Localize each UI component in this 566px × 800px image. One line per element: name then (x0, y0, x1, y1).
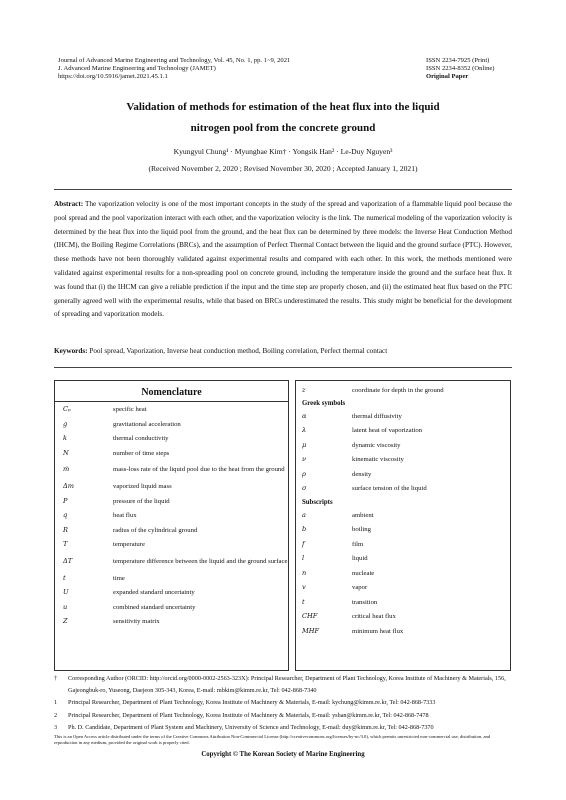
author-list: Kyungyul Chung¹ · Myungbae Kim† · Yongsik Han² · Le-Duy Nguyen³ (173, 147, 393, 156)
list-item (55, 482, 288, 492)
footnote-text: Corresponding Author (ORCID: http://orcid.org/0000-0002-2563-323X): Principal Researcher, Department of Plant Technology, Korea Institute of Machinery & Materials, 156, Gajeongbuk-ro, Yuseong, Daejeon 305-343, Korea, E-mail: mbkim@kimm.re.kr, Tel: 042-868-7340 (68, 675, 506, 695)
copyright-notice: Copyright © The Korean Society of Marine Engineering (201, 751, 365, 758)
subscripts-heading: Subscripts (302, 498, 333, 506)
definition: latent heat of vaporization (352, 427, 423, 434)
journal-citation: Journal of Advanced Marine Engineering and Technology, Vol. 45, No. 1, pp. 1~9, 2021 (58, 57, 291, 64)
symbol: ΔT (63, 556, 73, 565)
list-item (55, 555, 288, 569)
symbol: f (302, 539, 305, 548)
list-item (55, 617, 288, 627)
list-item (55, 511, 288, 521)
list-item (296, 554, 510, 564)
definition: transition (352, 598, 378, 606)
list-item (55, 449, 288, 459)
paper-title-line-2: nitrogen pool from the concrete ground (190, 122, 376, 134)
nomenclature-title-rule (55, 401, 288, 402)
divider-top (54, 189, 512, 190)
footnote (54, 722, 512, 734)
symbol: Z (63, 617, 68, 625)
definition: sensitivity matrix (113, 618, 160, 625)
symbol: a (302, 510, 306, 519)
definition: liquid (352, 555, 368, 562)
list-item (55, 603, 288, 613)
symbols-list (296, 386, 510, 636)
symbol: α (302, 411, 307, 420)
issn-print: ISSN 2234-7925 (Print) (426, 57, 490, 64)
definition: temperature difference between the liquid and the ground surface (113, 557, 288, 565)
symbol: P (63, 496, 68, 505)
list-item (55, 497, 288, 507)
nomenclature-box (54, 380, 289, 671)
definition: critical heat flux (352, 613, 396, 620)
symbol: U (63, 588, 69, 596)
symbol: b (302, 525, 307, 533)
definition: film (352, 540, 364, 548)
journal-name: J. Advanced Marine Engineering and Technology (JAMET) (58, 65, 216, 73)
footnote-marker: † (54, 675, 58, 682)
symbol: T (63, 540, 68, 548)
list-item (296, 525, 510, 535)
nomenclature-title: Nomenclature (141, 387, 202, 398)
nomenclature-list (55, 405, 288, 627)
list-item (296, 511, 510, 521)
symbol: q (63, 511, 68, 519)
received-dates: (Received November 2, 2020 ; Revised November 30, 2020 ; Accepted January 1, 2021) (148, 164, 418, 173)
keywords-label: Keywords: (54, 347, 88, 355)
list-item (55, 574, 288, 584)
symbol: CHF (302, 612, 318, 620)
symbol: g (63, 419, 68, 428)
symbol: z (302, 386, 306, 394)
keywords (54, 345, 512, 357)
divider-bottom (54, 367, 512, 368)
list-item (55, 405, 288, 415)
paper-title (60, 97, 506, 139)
definition: temperature (113, 541, 145, 548)
open-access-notice: This is an Open Access article distributed under the terms of the Creative Commons Attribution Non-Commercial License (http://creativecommons.org/licenses/by-nc/3.0), which permits unrestricted non-commercial use, distribution, and reproduction in any medium, provided the original work is properly cited. (54, 734, 491, 745)
definition: surface tension of the liquid (352, 485, 427, 492)
footnote-text: Ph. D. Candidate, Department of Plant System and Machinery, University of Science and Technology, E-mail: duy@kimm.re.kr, Tel: 042-868-7370 (68, 723, 434, 731)
definition: mass-loss rate of the liquid pool due to the heat from the ground (113, 466, 285, 473)
list-item (55, 434, 288, 444)
list-item (296, 386, 510, 396)
symbol: σ (302, 484, 307, 492)
list-item (296, 540, 510, 550)
symbol: Cₚ (63, 405, 71, 413)
list-item (296, 598, 510, 608)
list-item (296, 612, 510, 622)
definition: nucleate (352, 569, 375, 577)
journal-header-left (58, 57, 388, 82)
symbol: μ (302, 440, 307, 449)
list-item (296, 412, 510, 422)
list-item (55, 588, 288, 598)
definition: vaporized liquid mass (113, 483, 172, 490)
issn-online: ISSN 2234-8352 (Online) (426, 65, 495, 73)
symbol: N (63, 448, 69, 457)
symbol: λ (302, 426, 307, 434)
definition: boiling (352, 526, 371, 533)
symbols-box (295, 380, 511, 671)
list-item (55, 420, 288, 430)
footnote (54, 673, 512, 697)
definition: expanded standard uncertainty (113, 589, 195, 596)
symbol: l (302, 554, 305, 562)
list-item (296, 583, 510, 593)
abstract-text: The vaporization velocity is one of the most important concepts in the study of the spread and vaporization of a flammable liquid pool because the pool spread and the pool vaporization interact with each other, and the vaporization velocity is the link. The numerical modeling of the vaporization velocity is determined by the heat flux into the liquid pool from the ground, and the heat flux can be determined by three models: the Inverse Heat Conduction Method (IHCM), the Boiling Regime Correlations (BRCs), and the assumption of Perfect Thermal Contact between the liquid and the ground surface (PTC). However, these methods have not been thoroughly validated against experimental results and compared with each other. In this work, the methods mentioned were validated against experimental results for a non-spreading pool on concrete ground, including the temperature inside the ground and the surface heat flux. It was found that (i) the IHCM can give a reliable prediction if the input and the time step are properly chosen, and (ii) the estimated heat flux based on the PTC generally agreed well with the experimental results, while that based on BRCs underestimated the results. This study might be beneficial for the development of spreading and vaporization models. (54, 200, 512, 319)
definition: radius of the cylindrical ground (113, 526, 198, 534)
symbol: k (63, 434, 67, 442)
symbol: R (63, 525, 68, 534)
definition: pressure of the liquid (113, 497, 170, 505)
list-item (296, 426, 510, 436)
definition: kinematic viscosity (352, 456, 404, 463)
paper-title-line-1: Validation of methods for estimation of the heat flux into the liquid (126, 101, 440, 113)
footnote-marker: 1 (54, 699, 58, 707)
keywords-text: Pool spread, Vaporization, Inverse heat conduction method, Boiling correlation, Perfect thermal contact (87, 347, 388, 355)
definition: vapor (352, 584, 368, 591)
list-item (296, 484, 510, 494)
list-item (55, 526, 288, 536)
definition: density (352, 470, 372, 478)
footnote-marker: 3 (54, 723, 58, 731)
list-item (296, 627, 510, 637)
list-item (296, 455, 510, 465)
abstract (54, 198, 512, 322)
footnote (54, 710, 512, 722)
footnote-text: Principal Researcher, Department of Plant Technology, Korea Institute of Machinery & Materials, E-mail: kychung@kimm.re.kr, Tel: 042-868-7333 (68, 699, 436, 707)
symbol: n (302, 568, 307, 577)
list-item (296, 441, 510, 451)
definition: specific heat (113, 406, 147, 413)
symbol: t (302, 597, 305, 606)
definition: number of time steps (113, 449, 170, 457)
symbol: ṁ (63, 465, 70, 474)
footnote-text: Principal Researcher, Department of Plant Technology, Korea Institute of Machinery & Materials, E-mail: yshan@kimm.re.kr, Tel: 042-868-7478 (68, 711, 429, 719)
definition: coordinate for depth in the ground (352, 387, 444, 394)
list-item (296, 569, 510, 579)
list-item (55, 540, 288, 550)
definition: thermal diffusivity (352, 412, 402, 420)
list-item (55, 463, 288, 477)
symbol: Δm (63, 482, 75, 490)
symbol: ν (302, 455, 307, 463)
footnote-marker: 2 (54, 711, 58, 719)
doi-link[interactable]: https://doi.org/10.5916/jamet.2021.45.1.1 (58, 73, 168, 81)
greek-symbols-heading: Greek symbols (302, 399, 346, 407)
definition: dynamic viscosity (352, 441, 401, 449)
list-item (296, 470, 510, 480)
definition: combined standard uncertainty (113, 603, 196, 611)
footnotes (54, 673, 512, 745)
symbol: MHF (302, 626, 320, 635)
symbol: t (63, 573, 66, 582)
definition: thermal conductivity (113, 435, 169, 442)
symbol: ρ (302, 469, 306, 478)
definition: gravitational acceleration (113, 420, 181, 428)
definition: minimum heat flux (352, 627, 404, 635)
definition: time (113, 574, 125, 582)
symbol: u (63, 602, 68, 611)
abstract-label: Abstract: (54, 200, 84, 208)
definition: ambient (352, 511, 374, 519)
footnote (54, 697, 512, 709)
symbol: v (302, 583, 306, 591)
journal-header-right (426, 57, 526, 82)
paper-type: Original Paper (426, 73, 469, 81)
definition: heat flux (113, 512, 137, 519)
